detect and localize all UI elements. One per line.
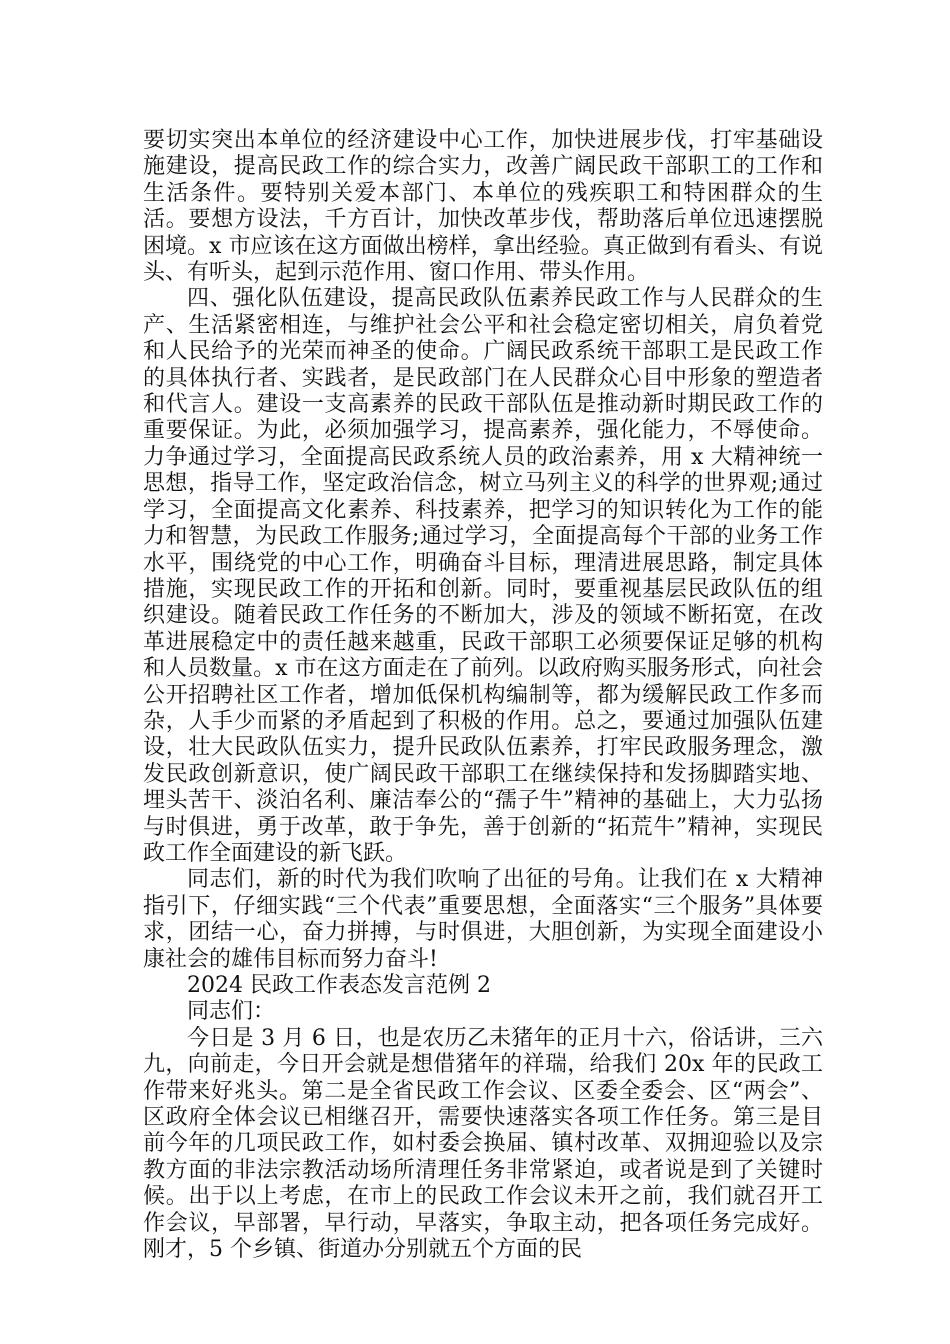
section-heading: 2024 民政工作表态发言范例 2 xyxy=(187,973,491,998)
paragraph-4: 今日是 3 月 6 日，也是农历乙未猪年的正月十六，俗话讲，三六九，向前走，今日开会就是想借猪年的祥瑞，给我们 20x 年的民政工作带来好兆头。第二是全省民政工作会议、区委全委会、区“两会”、区政府全体会议已相继召开，需要快速落实各项工作任务。第三是目前今年的几项民政工作，如村委会换届、镇村改革、双拥迎验以及宗教方面的非法宗教活动场所清理任务非常紧迫，或者说是到了关键时候。出于以上考虑，在市上的民政工作会议未开之前，我们就召开工作会议，早部署，早行动，早落实，争取主动，把各项任务完成好。刚才，5 个乡镇、街道办分别就五个方面的民 xyxy=(143,1025,823,1263)
document-page xyxy=(143,128,823,1263)
paragraph-3: 同志们，新的时代为我们吹响了出征的号角。让我们在 x 大精神指引下，仔细实践“三个代表”重要思想，全面落实“三个服务”具体要求，团结一心，奋力拼搏，与时俱进，大胆创新，为实现全面建设小康社会的雄伟目标而努力奋斗! xyxy=(143,867,823,972)
paragraph-2: 四、强化队伍建设，提高民政队伍素养民政工作与人民群众的生产、生活紧密相连，与维护社会公平和社会稳定密切相关，肩负着党和人民给予的光荣而神圣的使命。广阔民政系统干部职工是民政工作的具体执行者、实践者，是民政部门在人民群众心目中形象的塑造者和代言人。建设一支高素养的民政干部队伍是推动新时期民政工作的重要保证。为此，必须加强学习，提高素养，强化能力，不辱使命。力争通过学习，全面提高民政系统人员的政治素养，用 x 大精神统一思想，指导工作，坚定政治信念，树立马列主义的科学的世界观;通过学习，全面提高文化素养、科技素养，把学习的知识转化为工作的能力和智慧，为民政工作服务;通过学习，全面提高每个干部的业务工作水平，围绕党的中心工作，明确奋斗目标，理清进展思路，制定具体措施，实现民政工作的开拓和创新。同时，要重视基层民政队伍的组织建设。随着民政工作任务的不断加大，涉及的领域不断拓宽，在改革进展稳定中的责任越来越重，民政干部职工必须要保证足够的机构和人员数量。x 市在这方面走在了前列。以政府购买服务形式，向社会公开招聘社区工作者，增加低保机构编制等，都为缓解民政工作多而杂，人手少而紧的矛盾起到了积极的作用。总之，要通过加强队伍建设，壮大民政队伍实力，提升民政队伍素养，打牢民政服务理念，激发民政创新意识，使广阔民政干部职工在继续保持和发扬脚踏实地、埋头苦干、淡泊名利、廉洁奉公的“孺子牛”精神的基础上，大力弘扬与时俱进，勇于改革，敢于争先，善于创新的“拓荒牛”精神，实现民政工作全面建设的新飞跃。 xyxy=(143,286,823,866)
salutation: 同志们： xyxy=(187,999,276,1025)
paragraph-1: 要切实突出本单位的经济建设中心工作，加快进展步伐，打牢基础设施建设，提高民政工作的综合实力，改善广阔民政干部职工的工作和生活条件。要特别关爱本部门、本单位的残疾职工和特困群众的生活。要想方设法，千方百计，加快改革步伐，帮助落后单位迅速摆脱困境。x 市应该在这方面做出榜样，拿出经验。真正做到有看头、有说头、有听头，起到示范作用、窗口作用、带头作用。 xyxy=(143,128,823,286)
